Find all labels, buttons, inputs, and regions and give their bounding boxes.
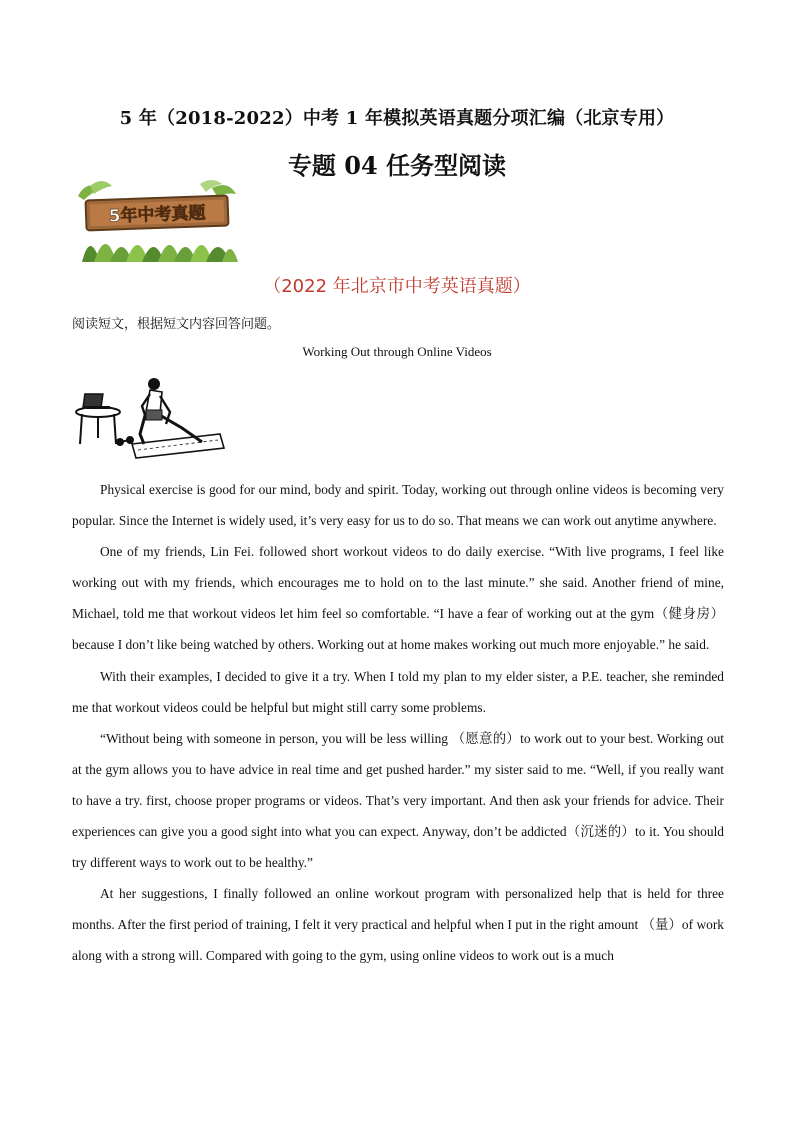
exam-source-label: （2022 年北京市中考英语真题） [263, 276, 531, 297]
passage-paragraph: One of my friends, Lin Fei. followed short workout videos to do daily exercise. “With live programs, I feel like working out with my friends, which encourages me to hold on to the last minute.” she said. Another friend of mine, Michael, told me that workout videos let him feel so comfortable. “I have a fear of working out at the gym（健身房）because I don’t like being watched by others. Working out at home makes working out much more enjoyable.” he said. [72, 544, 724, 653]
exam-badge-image [72, 178, 240, 264]
passage-paragraph: “Without being with someone in person, you will be less willing （愿意的）to work out to your best. Working out at the gym allows you to have advice in real time and get pushed harder.” my sister said to me. “Well, if you really want to have a try. first, choose proper programs or videos. That’s very important. And then ask your friends for advice. Their experiences can give you a good sight into what you can expect. Anyway, don’t be addicted（沉迷的）to it. You should try different ways to work out to be healthy.” [72, 730, 724, 871]
topic-heading: 专题 04 任务型阅读 [287, 151, 507, 180]
passage-paragraph: Physical exercise is good for our mind, body and spirit. Today, working out through online videos is becoming very popular. Since the Internet is widely used, it’s very easy for us to do so. That means we can work out anytime anywhere. [72, 482, 724, 529]
workout-illustration [74, 372, 226, 460]
passage-title: Working Out through Online Videos [302, 344, 492, 359]
passage-paragraph: With their examples, I decided to give it a try. When I told my plan to my elder sister, a P.E. teacher, she reminded me that workout videos could be helpful but might still carry some problems. [72, 668, 724, 715]
document-title: 5 年（2018-2022）中考 1 年模拟英语真题分项汇编（北京专用） [119, 108, 675, 129]
reading-instruction: 阅读短文，根据短文内容回答问题。 [72, 317, 281, 332]
passage-paragraph: At her suggestions, I finally followed an online workout program with personalized help that is held for three months. After the first period of training, I felt it very practical and helpful when I put in the right amount （量）of work along with a strong will. Compared with going to the gym, using online videos to work out is a much [72, 886, 724, 964]
person-exercising-with-laptop-icon [74, 372, 226, 460]
passage-body [72, 474, 724, 972]
wooden-sign-with-leaves-icon [72, 178, 240, 264]
badge-text: 5年中考真题 [108, 203, 206, 227]
